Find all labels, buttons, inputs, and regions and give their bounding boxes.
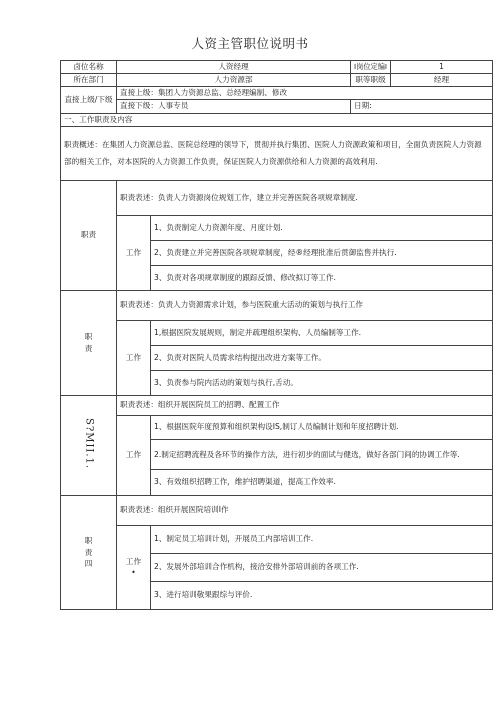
duty-4-label-char-2: 责 (84, 547, 93, 557)
duty-4-work-mark: • (131, 568, 136, 578)
duty-4-item-row (61, 525, 493, 553)
duty-1-work-label: 工作 (117, 215, 151, 290)
duty-3-work-label: 工作 (117, 415, 151, 495)
row-position (61, 61, 493, 74)
duty-2-label-char-2: 责 (84, 343, 93, 353)
duty-4-statement: 职责表述：组织开展医院培训I作 (117, 495, 493, 525)
position-label: 卤位名称 (61, 61, 117, 74)
overview-text: 职责概述：在集团人力资源总监、医院总经理的领导下，贯彻并执行集团、医院人力资源政策和项目，全面负责医院人力资源部的相关工作，对本医院的人力资源工作负责，保证医院人力资源供给和人力资源的高效利用. (61, 126, 493, 180)
duty-2-item-1: 1,根据医院发展规则，制定并疏理组织架构、人员编制等工作. (151, 320, 493, 345)
duty-3-item-2: 2.制定招聘流程及各环节的操作方法，进行初步的面试与健选，做好各部门间的协调工作等. (151, 439, 493, 469)
duty-3-statement: 职责表述：组织开展医院员工的招聘、配置工作 (117, 395, 493, 415)
duty-1-item-3: 3、负责对各项规章制度的跟踪反馈、修改拟订等工作. (151, 265, 493, 290)
job-description-table (60, 60, 493, 610)
level-label: 职等职级 (351, 74, 391, 87)
duty-3-item-3: 3、有效组织招聘工作，维护招聘渠道，提高工作效率. (151, 469, 493, 495)
duty-3-item-row (61, 415, 493, 439)
duty-1-statement: 职责表述：负责人力资源岗位规划工作，建立并完善医院各项规章制度. (117, 180, 493, 215)
duty-1-statement-row (61, 180, 493, 215)
department-value: 人力资源部 (117, 74, 351, 87)
duty-1-item-row (61, 215, 493, 240)
duty-4-label-char-3: 四 (84, 558, 93, 568)
duty-4-item-1: 1、制定员工培训计划，开展员工内部培训工作. (151, 525, 493, 553)
duty-2-item-row (61, 320, 493, 345)
duty-3-item-1: 1、根据医院年度预算和组织架构设IS,制订人员编制计划和年度招聘计划. (151, 415, 493, 439)
reporting-label: 直接上级/下级 (61, 87, 117, 113)
duty-4-label-char-1: 职 (84, 536, 93, 546)
duty-1-label: 职责 (61, 180, 117, 290)
row-overview (61, 126, 493, 180)
duty-1-item-2: 2、负责建立并完善医院各项规章制度，经®经理批准后贯御监售并执行. (151, 240, 493, 265)
duty-2-item-2: 2、负责对医院人员需求结构提出改进方案等工作。 (151, 345, 493, 370)
duty-2-item-3: 3、负责参与院内活动的策划与执行,舌动。 (151, 370, 493, 395)
duty-3-label-vertical: S?MII.1. (83, 417, 95, 469)
code-label: I岗位定编I (351, 61, 391, 74)
duty-4-label (61, 495, 117, 609)
section-title: 一、工作职责及内容 (61, 113, 493, 126)
department-label: 所在部门 (61, 74, 117, 87)
superior-text: 直接上级：集团人力资源总监、总经理编制、修改 (117, 87, 493, 100)
level-value: 经理 (391, 74, 493, 87)
duty-2-label (61, 290, 117, 395)
duty-3-statement-row (61, 395, 493, 415)
duty-2-work-label: 工作 (117, 320, 151, 395)
duty-4-item-3: 3、进行培训敬果跟综与评价. (151, 581, 493, 609)
duty-2-statement: 职责表述：负责人力资源需求计划，参与医院重大活动的策划与执行工作 (117, 290, 493, 320)
row-superior (61, 87, 493, 100)
row-section-title (61, 113, 493, 126)
row-department (61, 74, 493, 87)
subordinate-text: 直接下级：人事专员 (117, 100, 351, 113)
row-subordinate (61, 100, 493, 113)
duty-4-work-label (117, 525, 151, 609)
duty-4-item-2: 2、发展外部培训合作机构，接洽安排外部培训前的各项工作. (151, 553, 493, 581)
duty-4-statement-row (61, 495, 493, 525)
position-value: 人资经理 (117, 61, 351, 74)
duty-1-item-1: 1、负责制定人力资源年度、月度计划. (151, 215, 493, 240)
duty-2-label-char-1: 职 (84, 332, 93, 342)
document-title: 人资主管职位说明书 (191, 36, 309, 51)
duty-3-label (61, 395, 117, 495)
duty-4-work-text: 工作 (125, 556, 142, 566)
duty-2-statement-row (61, 290, 493, 320)
code-value: 1 (391, 61, 493, 74)
date-label: 日期: (351, 100, 493, 113)
